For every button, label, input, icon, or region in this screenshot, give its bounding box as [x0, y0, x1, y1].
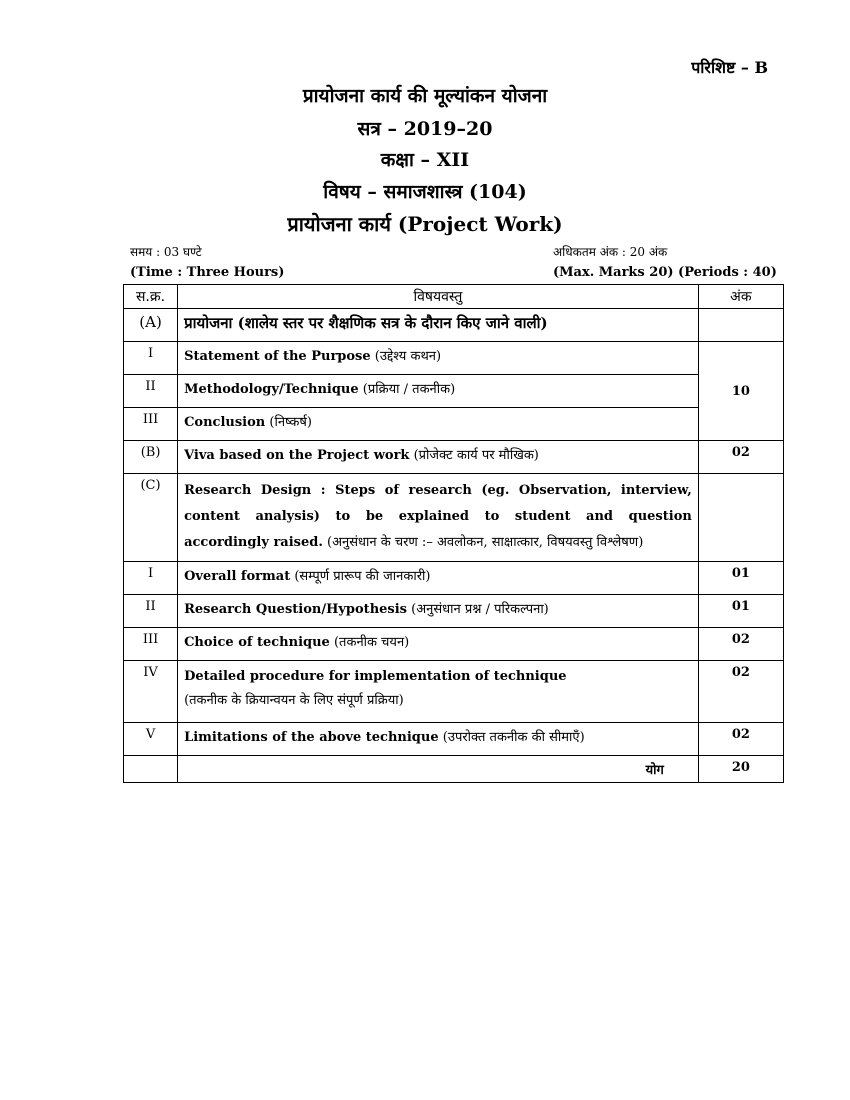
row-content — [178, 595, 699, 628]
table-row — [124, 562, 784, 595]
row-hindi: (सम्पूर्ण प्रारूप की जानकारी) — [294, 569, 431, 584]
table-row — [124, 441, 784, 474]
row-serial: III — [124, 408, 178, 441]
row-marks: 02 — [698, 441, 783, 474]
row-serial: (C) — [124, 474, 178, 562]
row-content — [178, 661, 699, 723]
max-marks-english: (Max. Marks 20) (Periods : 40) — [553, 265, 777, 280]
table-row — [124, 408, 784, 441]
row-english: Overall format — [184, 569, 291, 584]
session-heading: सत्र – 2019–20 — [357, 118, 493, 140]
row-hindi: (उद्देश्य कथन) — [374, 349, 442, 364]
total-marks: 20 — [698, 756, 783, 783]
table-row — [124, 628, 784, 661]
header-serial: स.क्र. — [124, 285, 178, 309]
row-serial: (B) — [124, 441, 178, 474]
row-serial: I — [124, 562, 178, 595]
row-serial: II — [124, 595, 178, 628]
row-marks: 10 — [698, 342, 783, 441]
row-marks: 02 — [698, 661, 783, 723]
row-hindi: (प्रोजेक्ट कार्य पर मौखिक) — [413, 448, 539, 463]
table-row — [124, 375, 784, 408]
row-english: Statement of the Purpose — [184, 349, 371, 364]
row-serial: II — [124, 375, 178, 408]
row-marks: 01 — [698, 595, 783, 628]
row-hindi: (तकनीक चयन) — [333, 635, 410, 650]
max-marks-hindi: अधिकतम अंक : 20 अंक — [553, 245, 668, 259]
table-header-row — [124, 285, 784, 309]
row-english: Viva based on the Project work — [184, 448, 410, 463]
row-content — [178, 309, 699, 342]
row-english: Detailed procedure for implementation of technique — [184, 669, 567, 684]
row-content — [178, 441, 699, 474]
row-content — [178, 408, 699, 441]
time-english: (Time : Three Hours) — [130, 265, 285, 280]
row-english: Research Question/Hypothesis — [184, 602, 407, 617]
appendix-label: परिशिष्ट – B — [691, 58, 768, 77]
row-hindi: (अनुसंधान प्रश्न / परिकल्पना) — [411, 602, 549, 617]
total-serial-empty — [124, 756, 178, 783]
table-row — [124, 595, 784, 628]
header-content: विषयवस्तु — [178, 285, 699, 309]
row-marks: 02 — [698, 723, 783, 756]
time-hindi: समय : 03 घण्टे — [130, 245, 202, 259]
table-row — [124, 723, 784, 756]
row-hindi: (अनुसंधान के चरण :– अवलोकन, साक्षात्कार, विषयवस्तु विश्लेषण) — [327, 535, 644, 550]
row-content — [178, 375, 699, 408]
header-marks: अंक — [698, 285, 783, 309]
row-english: Limitations of the above technique — [184, 730, 439, 745]
row-serial: V — [124, 723, 178, 756]
row-serial: (A) — [124, 309, 178, 342]
row-content — [178, 342, 699, 375]
row-hindi: (उपरोक्त तकनीक की सीमाएँ) — [442, 730, 585, 745]
total-label: योग — [178, 756, 699, 783]
row-hindi: (निष्कर्ष) — [269, 415, 312, 430]
marks-table — [123, 284, 784, 783]
row-content — [178, 628, 699, 661]
class-heading: कक्षा – XII — [380, 149, 470, 171]
row-serial: IV — [124, 661, 178, 723]
row-serial: I — [124, 342, 178, 375]
table-row — [124, 474, 784, 562]
row-content — [178, 723, 699, 756]
total-row — [124, 756, 784, 783]
row-marks: 01 — [698, 562, 783, 595]
row-hindi: (प्रक्रिया / तकनीक) — [362, 382, 456, 397]
row-english: Conclusion — [184, 415, 266, 430]
row-marks — [698, 309, 783, 342]
row-serial: III — [124, 628, 178, 661]
subject-heading: विषय – समाजशास्त्र (104) — [323, 181, 527, 203]
work-heading: प्रायोजना कार्य (Project Work) — [287, 212, 563, 236]
row-marks: 02 — [698, 628, 783, 661]
table-row — [124, 342, 784, 375]
row-marks — [698, 474, 783, 562]
row-hindi: (तकनीक के क्रियान्वयन के लिए संपूर्ण प्रक्रिया) — [184, 693, 404, 708]
row-english: Methodology/Technique — [184, 382, 359, 397]
row-english: Choice of technique — [184, 635, 330, 650]
document-title: प्रायोजना कार्य की मूल्यांकन योजना — [302, 85, 548, 107]
row-content — [178, 474, 699, 562]
row-content — [178, 562, 699, 595]
table-row — [124, 661, 784, 723]
row-english: Research Design : Steps of research (eg. Observation, interview, content analysis) to be explained to student and question accordingly raised. — [184, 483, 692, 550]
row-hindi: प्रायोजना (शालेय स्तर पर शैक्षणिक सत्र के दौरान किए जाने वाली) — [184, 314, 548, 332]
table-row — [124, 309, 784, 342]
